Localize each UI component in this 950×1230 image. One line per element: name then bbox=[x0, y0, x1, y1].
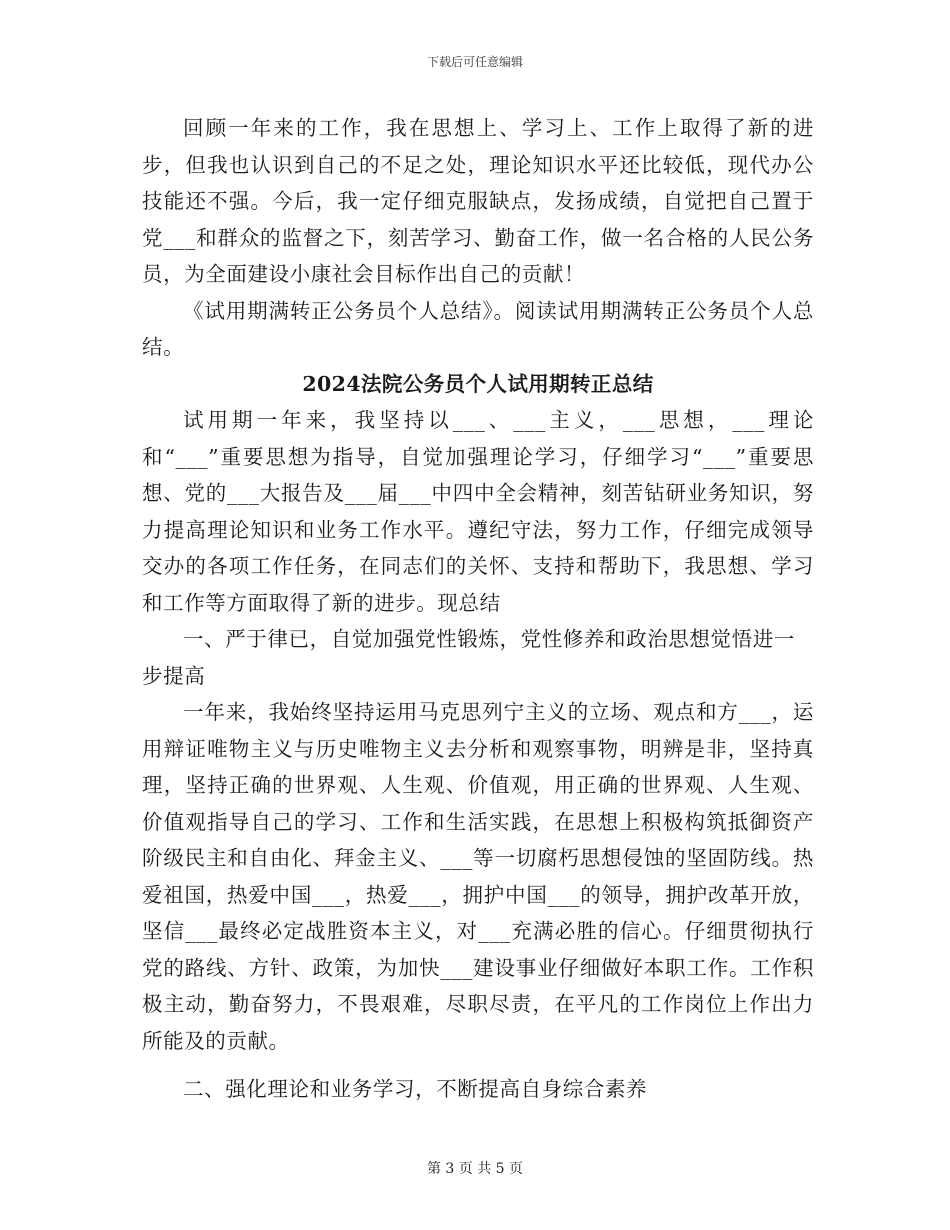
section-heading-two: 二、强化理论和业务学习，不断提高自身综合素养 bbox=[183, 1077, 648, 1101]
document-title: 2024法院公务员个人试用期转正总结 bbox=[302, 371, 654, 396]
paragraph-reading-note: 《试用期满转正公务员个人总结》。阅读试用期满转正公务员个人总结。 bbox=[142, 298, 814, 359]
paragraph-intro: 试用期一年来，我坚持以___、___主义，___思想，___理论和“___”重要思想为指导，自觉加强理论学习，仔细学习“___”重要思想、党的___大报告及___届___中四中全会精神，刻苦钻研业务知识，努力提高理论知识和业务工作水平。遵纪守法，努力工作，仔细完成领导交办的各项工作任务，在同志们的关怀、支持和帮助下，我思想、学习和工作等方面取得了新的进步。现总结 bbox=[142, 408, 814, 615]
page-number: 第 3 页 共 5 页 bbox=[426, 1161, 524, 1177]
document-body bbox=[142, 110, 814, 1108]
section-heading-one: 一、严于律已，自觉加强党性锻炼，党性修养和政治思想觉悟进一步提高 bbox=[142, 627, 795, 688]
paragraph-section-one: 一年来，我始终坚持运用马克思列宁主义的立场、观点和方___，运用辩证唯物主义与历史唯物主义去分析和观察事物，明辨是非，坚持真理，坚持正确的世界观、人生观、价值观，用正确的世界观、人生观、价值观指导自己的学习、工作和生活实践，在思想上积极构筑抵御资产阶级民主和自由化、拜金主义、___等一切腐朽思想侵蚀的坚固防线。热爱祖国，热爱中国___，热爱___，拥护中国___的领导，拥护改革开放，坚信___最终必定战胜资本主义，对___充满必胜的信心。仔细贯彻执行党的路线、方针、政策，为加快___建设事业仔细做好本职工作。工作积极主动，勤奋努力，不畏艰难，尽职尽责，在平凡的工作岗位上作出力所能及的贡献。 bbox=[142, 700, 814, 1053]
page-header-note: 下载后可任意编辑 bbox=[426, 55, 523, 69]
paragraph-review: 回顾一年来的工作，我在思想上、学习上、工作上取得了新的进步，但我也认识到自己的不足之处，理论知识水平还比较低，现代办公技能还不强。今后，我一定仔细克服缺点，发扬成绩，自觉把自己置于党___和群众的监督之下，刻苦学习、勤奋工作，做一名合格的人民公务员，为全面建设小康社会目标作出自己的贡献！ bbox=[142, 116, 814, 286]
